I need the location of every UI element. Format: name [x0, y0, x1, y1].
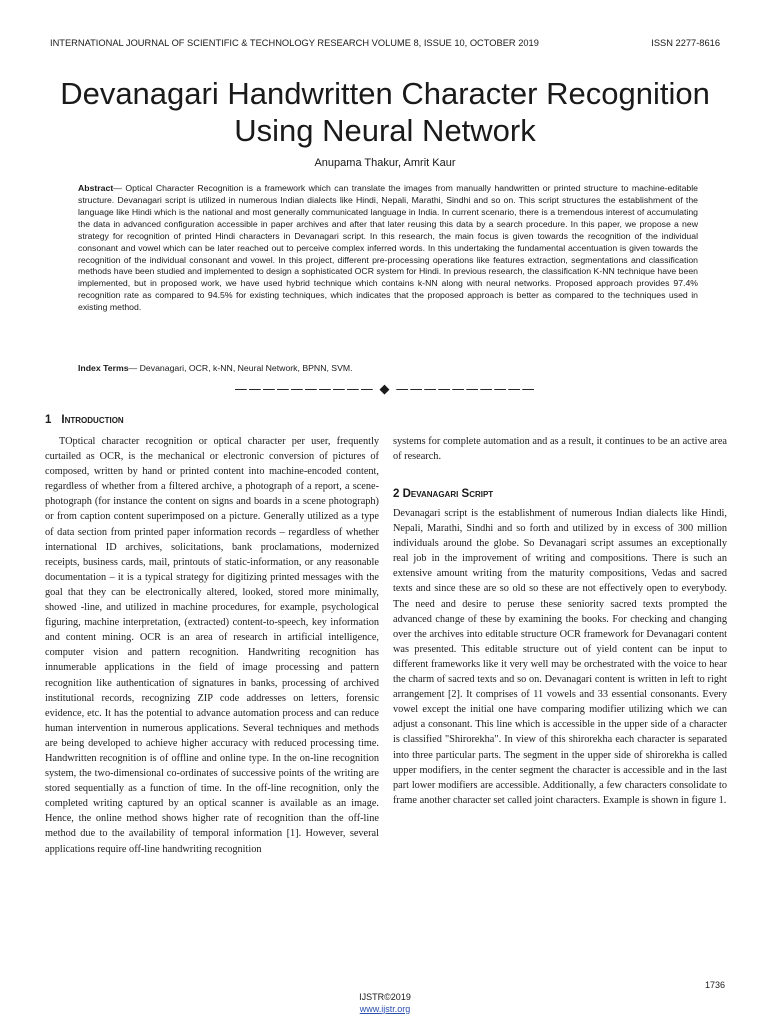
journal-header: INTERNATIONAL JOURNAL OF SCIENTIFIC & TECHNOLOGY RESEARCH VOLUME 8, ISSUE 10, OCTOBER 2019: [50, 38, 539, 48]
section-2-number: 2: [393, 488, 400, 500]
section-1-number: 1: [45, 414, 52, 426]
paper-title: [0, 76, 770, 149]
index-terms: [78, 363, 698, 373]
title-line-1: Devanagari Handwritten Character Recognition: [60, 76, 710, 111]
running-header: [50, 38, 720, 48]
page-number: 1736: [704, 980, 725, 990]
copyright: IJSTR©2019: [359, 992, 411, 1002]
section-separator: —————————— ◆ ——————————: [234, 382, 536, 397]
abstract: [78, 183, 698, 314]
journal-link[interactable]: www.ijstr.org: [359, 1003, 411, 1014]
title-line-2: Using Neural Network: [234, 112, 536, 148]
section-2-title: Devanagari Script: [402, 488, 494, 500]
section-1-paragraph: TOptical character recognition or optical character per user, frequently curtailed as OCR, is the mechanical or electronic conversion of pictures of composed, written by hand or printed content into machine-encoded content, regardless of whether from a filtered archive, a photograph of a report, a scene-photograph (for instance the content on signs and boards in a scene photograph) or from caption content superimposed on a picture. Generally utilized as a type of data section from printed paper information records – regardless of whether international ID archives, solicitations, bank proclamations, modernized receipts, business cards, mail, printouts of static-information, or any reasonable documentation – it is a typical strategy for digitizing printed messages with the goal that they can be electronically altered, looked, stored more minimally, showed -line, and utilized in machine procedures, for example, psychological figuring, machine interpretation, (extracted) content-to-speech, key information and content mining. OCR is an area of research in artificial intelligence, computer vision and pattern recognition. Handwriting recognition has innumerable applications in the field of image processing and pattern recognition like authentication of signatures in banks, processing of archived institutional records, recognizing ZIP code addresses on letters, forensic evidence, etc. It has the potential to advance automation process and can reduce human intervention in numerous applications. Several techniques and methods are being developed to achieve higher accuracy with reduced processing time. Handwritten recognition is of offline and online type. In the on-line recognition system, the two-dimensional co-ordinates of successive points of the writing are stored sequentially as a function of time. In the off-line recognition, only the completed writing captured by an optical scanner is available as an image. Hence, the online method shows higher rate of recognition than the off-line method due to the availability of temporal information [1]. However, several applications require off-line handwriting recognition: [45, 436, 379, 855]
page-footer: [0, 992, 770, 1015]
issn-header: ISSN 2277-8616: [651, 38, 720, 48]
section-1-heading: [45, 414, 124, 426]
section-2-heading: [393, 488, 493, 500]
abstract-text: — Optical Character Recognition is a framework which can translate the images from manually handwritten or printed structure to machine-editable structure. Devanagari script is utilized in numerous Indian dialects like Hindi, Nepali, Marathi, Sindhi and so on. This script structures the establishment of the language like Hindi which is the national and most generally communicated language in India. In current scenario, there is a tremendous interest of accumulating the data in advanced configuration accessible in paper archives and after that later reusing this data by a search procedure. In this paper, we propose a new strategy for recognition of printed Hindi characters in Devanagari script. In this research, the main focus is given towards the recognition of the individual consonant and vowel which can be later reached out to perceive complex inferred words. In this undertaking the fundamental accentuation is given towards the recognition of the individual consonant and vowel. In this project, different pre-processing operations like features extraction, segmentations and classification methods have been studied and implemented to design a sophisticated OCR system for Hindi. In previous research, the classification K-NN technique have been implemented, but in proposed work, we have used hybrid technique which contains k-NN along with neural networks. Proposed approach provides 97.4% recognition rate as compared to 94.5% for existing techniques, which indicates that the proposed approach is better as compared to the techniques used in existing method.: [78, 183, 698, 313]
section-1-title: Introduction: [61, 414, 124, 426]
abstract-label: Abstract: [78, 183, 114, 193]
section-1-continuation: systems for complete automation and as a result, it continues to be an active area of research.: [393, 436, 727, 463]
authors: Anupama Thakur, Amrit Kaur: [314, 157, 456, 169]
section-2-paragraph: Devanagari script is the establishment of numerous Indian dialects like Hindi, Nepali, Marathi, Sindhi and so forth and utilized by in excess of 300 million individuals around the globe. So Devanagari script assumes an exceptionally real job in the improvement of writing and compositions. There is such an extensive amount writing from the maturity compositions, Vedas and sacred texts and since these are so old so these are not effectively open to everybody. The need and desire to peruse these seniority sacred texts prompted the advanced change of these by examining the books. For checking and changing over the archives into editable structure OCR framework for Devanagari content was presented. This editable structure out of yield content can be input to different frameworks like it very well may be orchestrated with the voice to hear the charm of sacred texts and so on. Devanagari content is written in left to right arrangement [2]. It comprises of 11 vowels and 33 essential consonants. Every vowel except the initial one have comparing modifier utilizing which we can adjust a consonant. This line which is accessible in the upper side of a character is classified "Shirorekha". In view of this shirorekha each character is separated into three particular parts. The segment in the upper side of shirorekha is called upper modifiers, in the center segment the character is accessible and in the last part lower modifiers are accessible. Additionally, a few characters consolidate to frame another character set called joint characters. Example is shown in figure 1.: [393, 508, 727, 806]
index-terms-text: — Devanagari, OCR, k-NN, Neural Network, BPNN, SVM.: [128, 363, 353, 373]
index-terms-label: Index Terms: [78, 363, 129, 373]
